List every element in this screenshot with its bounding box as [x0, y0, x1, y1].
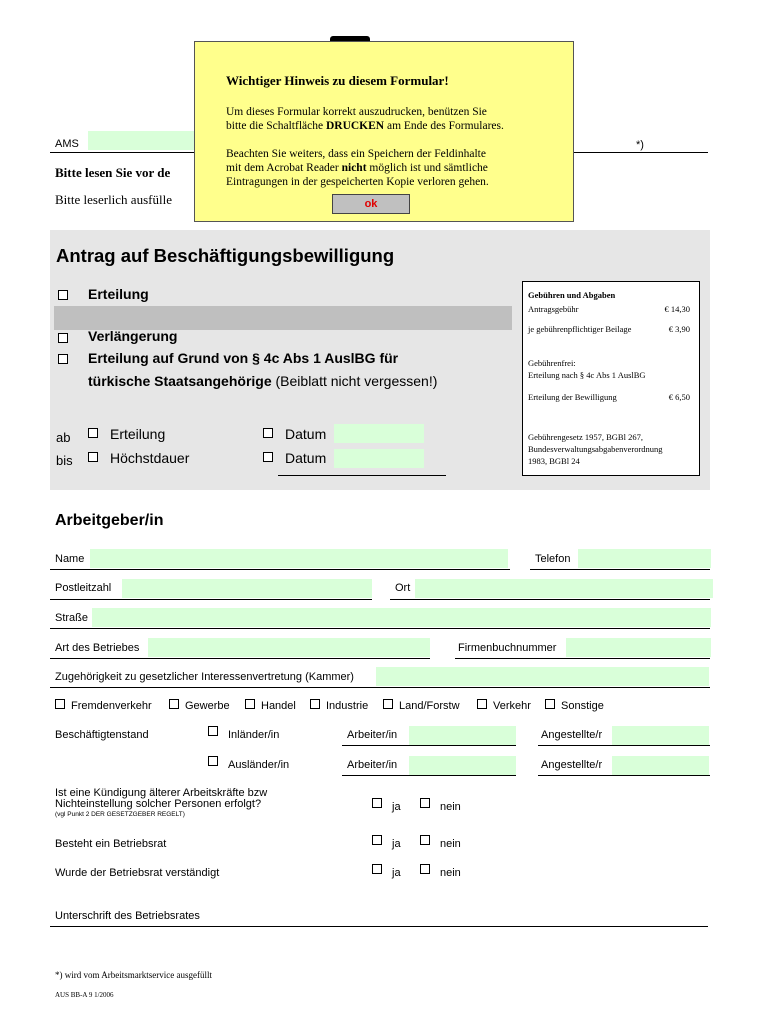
name-underline	[50, 569, 510, 570]
q2-nein-label: nein	[440, 838, 461, 850]
bis-hoechstdauer-label: Höchstdauer	[110, 450, 190, 466]
form-code: AUS BB-A 9 1/2006	[55, 991, 114, 999]
question-kuendigung-note: (vgl Punkt 2 DER GESETZGEBER REGELT)	[55, 811, 185, 818]
strasse-underline	[50, 628, 710, 629]
bis-label: bis	[56, 453, 73, 468]
beschaeftigtenstand-label: Beschäftigtenstand	[55, 729, 149, 741]
application-title: Antrag auf Beschäftigungsbewilligung	[56, 245, 395, 266]
paragraph-label-line2	[88, 373, 437, 389]
inlaender-checkbox[interactable]	[208, 726, 218, 736]
notice-dialog	[194, 41, 574, 222]
plz-underline	[50, 599, 372, 600]
sector-sonstige-label: Sonstige	[561, 700, 604, 712]
fee-antrag-amount: € 14,30	[664, 304, 690, 314]
fee-antrag	[528, 304, 694, 314]
angestellte-label-1: Angestellte/r	[541, 729, 603, 741]
ams-note: *)	[636, 139, 644, 151]
name-field[interactable]	[90, 549, 508, 568]
dialog-text-4c: möglich ist und sämtliche	[366, 162, 488, 174]
telefon-field[interactable]	[578, 549, 711, 568]
ort-field[interactable]	[415, 579, 713, 598]
sector-verkehr-checkbox[interactable]	[477, 699, 487, 709]
art-underline	[50, 658, 430, 659]
ams-label: AMS	[55, 138, 79, 150]
q1-nein-checkbox[interactable]	[420, 798, 430, 808]
dialog-text-3: Beachten Sie weiters, dass ein Speichern der Feldinhalte	[226, 148, 486, 160]
employer-heading: Arbeitgeber/in	[55, 512, 164, 529]
sector-landforstw-checkbox[interactable]	[383, 699, 393, 709]
paragraph-label-line1: Erteilung auf Grund von § 4c Abs 1 AuslBG für	[88, 350, 399, 366]
paragraph-label-normal: (Beiblatt nicht vergessen!)	[271, 373, 438, 389]
sector-fremdenverkehr-checkbox[interactable]	[55, 699, 65, 709]
plz-label: Postleitzahl	[55, 582, 112, 594]
bis-datum-label: Datum	[285, 450, 327, 466]
q2-ja-checkbox[interactable]	[372, 835, 382, 845]
dialog-text-2a: bitte die Schaltfläche	[226, 120, 326, 132]
fee-law-1: Gebührengesetz 1957, BGBl 267,	[528, 432, 643, 442]
telefon-underline	[530, 569, 710, 570]
bis-datum-checkbox[interactable]	[263, 452, 273, 462]
verlaengerung-checkbox[interactable]	[58, 333, 68, 343]
q2-ja-label: ja	[392, 838, 401, 850]
bis-datum-field[interactable]	[334, 449, 424, 468]
fee-beilage-label: je gebührenpflichtiger Beilage	[528, 324, 632, 334]
q1-nein-label: nein	[440, 801, 461, 813]
paragraph-checkbox[interactable]	[58, 354, 68, 364]
arbeiter-underline-2	[342, 775, 516, 776]
sector-fremdenverkehr-label: Fremdenverkehr	[71, 700, 152, 712]
sector-landforstw-label: Land/Forstw	[399, 700, 460, 712]
sector-handel-checkbox[interactable]	[245, 699, 255, 709]
angestellte-underline-1	[538, 745, 710, 746]
ort-underline	[390, 599, 710, 600]
dialog-text-4b: nicht	[341, 162, 367, 174]
strasse-label: Straße	[55, 612, 89, 624]
fee-beilage	[528, 324, 694, 334]
dialog-text-2	[226, 120, 504, 132]
angestellte-label-2: Angestellte/r	[541, 759, 603, 771]
ams-field[interactable]	[88, 131, 198, 150]
fee-bewilligung-amount: € 6,50	[668, 392, 690, 402]
fees-box	[522, 281, 700, 476]
ab-erteilung-label: Erteilung	[110, 426, 166, 442]
sector-verkehr-label: Verkehr	[493, 700, 531, 712]
plz-field[interactable]	[122, 579, 372, 598]
ort-label: Ort	[395, 582, 411, 594]
dialog-title: Wichtiger Hinweis zu diesem Formular!	[226, 73, 449, 88]
fee-frei: Gebührenfrei:	[528, 358, 576, 368]
sector-handel-label: Handel	[261, 700, 296, 712]
sector-sonstige-checkbox[interactable]	[545, 699, 555, 709]
strasse-field[interactable]	[92, 608, 711, 627]
art-field[interactable]	[148, 638, 430, 657]
ab-erteilung-checkbox[interactable]	[88, 428, 98, 438]
instruction-text: Bitte lesen Sie vor de	[55, 165, 171, 180]
telefon-label: Telefon	[535, 553, 571, 565]
dialog-text-1: Um dieses Formular korrekt auszudrucken, benützen Sie	[226, 106, 487, 118]
bis-hoechstdauer-checkbox[interactable]	[88, 452, 98, 462]
erteilung-checkbox[interactable]	[58, 290, 68, 300]
dialog-text-5: Eintragungen in der gespeicherten Kopie verloren gehen.	[226, 176, 489, 188]
sector-industrie-label: Industrie	[326, 700, 369, 712]
q2-nein-checkbox[interactable]	[420, 835, 430, 845]
angestellte-underline-2	[538, 775, 710, 776]
arbeiter-underline-1	[342, 745, 516, 746]
angestellte-field-1[interactable]	[612, 726, 709, 745]
question-betriebsrat: Besteht ein Betriebsrat	[55, 838, 167, 850]
sector-industrie-checkbox[interactable]	[310, 699, 320, 709]
sector-gewerbe-checkbox[interactable]	[169, 699, 179, 709]
arbeiter-label-2: Arbeiter/in	[347, 759, 398, 771]
kammer-field[interactable]	[376, 667, 709, 686]
verlaengerung-label: Verlängerung	[88, 328, 178, 344]
inlaender-label: Inländer/in	[228, 729, 280, 741]
fee-law-2: Bundesverwaltungsabgabenverordnung	[528, 444, 663, 454]
dialog-text-2c: am Ende des Formulares.	[384, 120, 504, 132]
dialog-text-2b: DRUCKEN	[325, 120, 385, 132]
ok-button[interactable]: ok	[332, 194, 410, 214]
sector-gewerbe-label: Gewerbe	[185, 700, 230, 712]
angestellte-field-2[interactable]	[612, 756, 709, 775]
ab-datum-label: Datum	[285, 426, 327, 442]
question-kuendigung-line1: Ist eine Kündigung älterer Arbeitskräfte bzw	[55, 787, 268, 799]
paragraph-label-bold: türkische Staatsangehörige	[88, 373, 272, 389]
signature-label: Unterschrift des Betriebsrates	[55, 910, 200, 922]
datum-underline	[278, 475, 446, 476]
name-label: Name	[55, 553, 85, 565]
auslaender-checkbox[interactable]	[208, 756, 218, 766]
instruction-text-2: Bitte leserlich ausfülle	[55, 192, 172, 207]
dialog-text-4	[226, 162, 488, 174]
q1-ja-label: ja	[392, 801, 401, 813]
signature-line	[50, 926, 708, 927]
firmenbuch-label: Firmenbuchnummer	[458, 642, 557, 654]
q3-nein-label: nein	[440, 867, 461, 879]
fee-beilage-amount: € 3,90	[668, 324, 690, 334]
fee-law-3: 1983, BGBl 24	[528, 456, 580, 466]
question-verstaendigt: Wurde der Betriebsrat verständigt	[55, 867, 220, 879]
q1-ja-checkbox[interactable]	[372, 798, 382, 808]
erteilung-label: Erteilung	[88, 286, 149, 302]
ab-datum-field[interactable]	[334, 424, 424, 443]
auslaender-label: Ausländer/in	[228, 759, 290, 771]
kammer-underline	[50, 687, 710, 688]
fee-antrag-label: Antragsgebühr	[528, 304, 579, 314]
arbeiter-field-2[interactable]	[409, 756, 516, 775]
q3-nein-checkbox[interactable]	[420, 864, 430, 874]
firmenbuch-underline	[455, 658, 710, 659]
dialog-text-4a: mit dem Acrobat Reader	[226, 162, 342, 174]
fee-bewilligung-label: Erteilung der Bewilligung	[528, 392, 617, 402]
arbeiter-label-1: Arbeiter/in	[347, 729, 398, 741]
firmenbuch-field[interactable]	[566, 638, 711, 657]
kammer-label: Zugehörigkeit zu gesetzlicher Interessenvertretung (Kammer)	[55, 671, 354, 683]
q3-ja-label: ja	[392, 867, 401, 879]
ab-datum-checkbox[interactable]	[263, 428, 273, 438]
question-kuendigung-line2: Nichteinstellung solcher Personen erfolgt?	[55, 798, 262, 810]
fee-bewilligung	[528, 392, 694, 402]
fee-frei-detail: Erteilung nach § 4c Abs 1 AuslBG	[528, 370, 646, 380]
erteilung-field[interactable]	[54, 306, 512, 330]
footer-note: *) wird vom Arbeitsmarktservice ausgefüllt	[55, 970, 212, 980]
ab-label: ab	[56, 430, 71, 445]
art-label: Art des Betriebes	[55, 642, 140, 654]
arbeiter-field-1[interactable]	[409, 726, 516, 745]
fees-title: Gebühren und Abgaben	[528, 290, 616, 300]
q3-ja-checkbox[interactable]	[372, 864, 382, 874]
